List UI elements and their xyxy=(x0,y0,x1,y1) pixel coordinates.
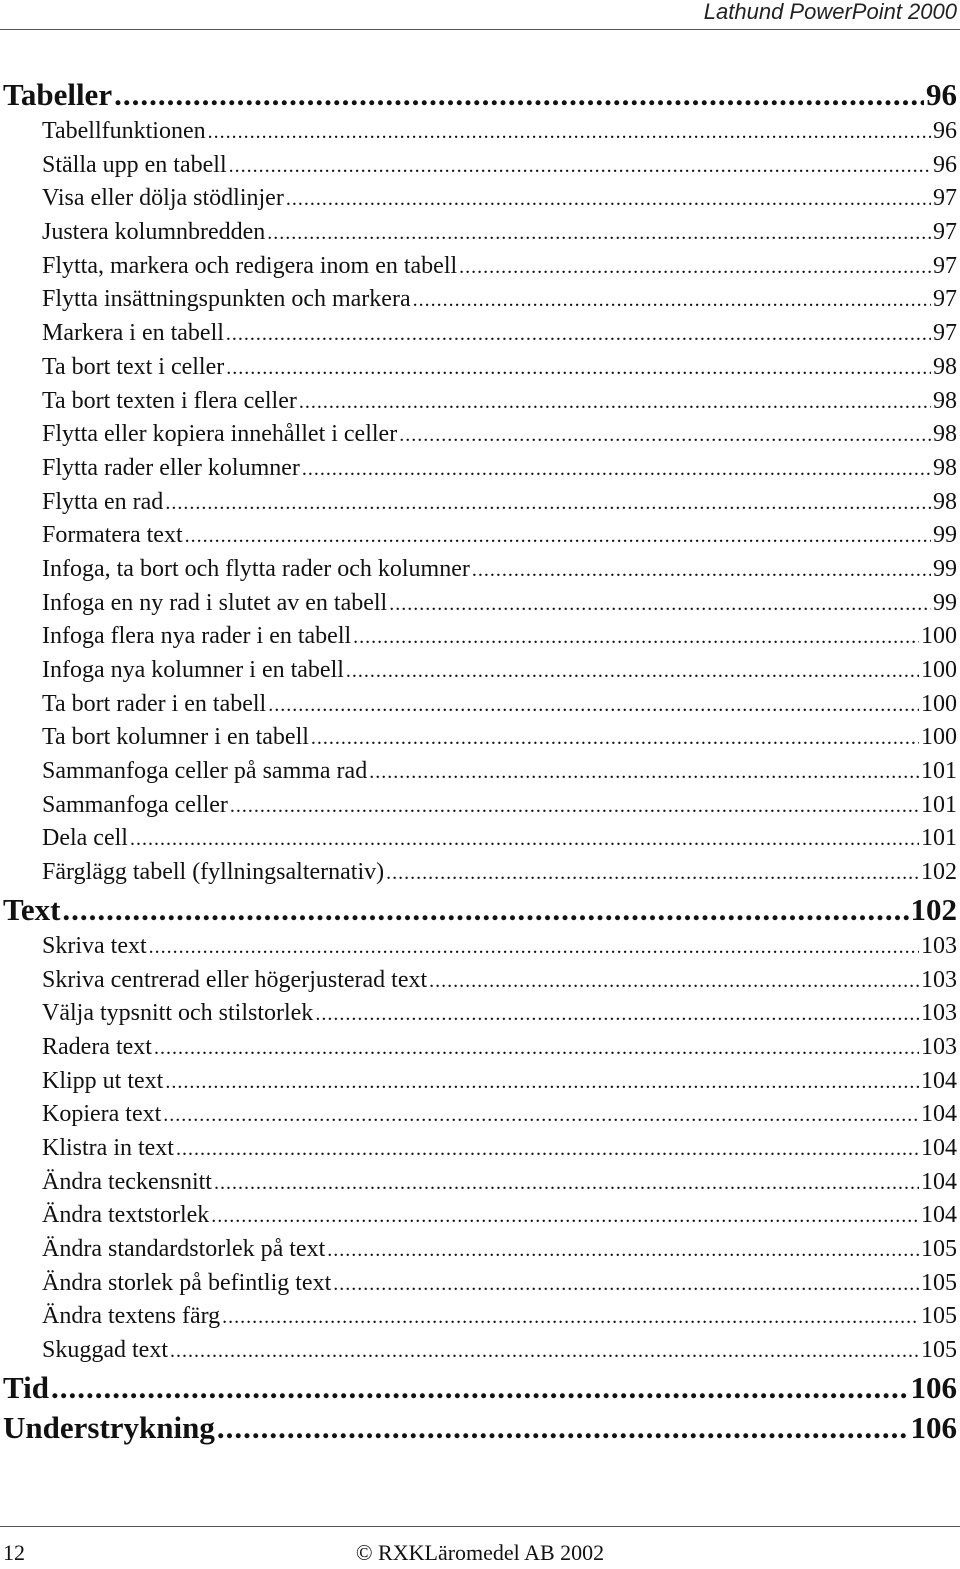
toc-entry-page: 98 xyxy=(933,387,957,414)
header-rule xyxy=(0,29,960,30)
toc-entry-page: 100 xyxy=(921,724,957,751)
toc-entry xyxy=(0,216,957,250)
toc-entry-page: 102 xyxy=(921,859,957,886)
toc-section-entry xyxy=(0,1408,957,1448)
toc-entry-label: Infoga en ny rad i slutet av en tabell xyxy=(42,589,388,616)
toc-entry-label: Välja typsnitt och stilstorlek xyxy=(42,1000,314,1027)
toc-entry-label: Radera text xyxy=(42,1033,152,1060)
toc-entry-label: Flytta insättningspunkten och markera xyxy=(42,286,411,313)
toc-entry-label: Sammanfoga celler på samma rad xyxy=(42,758,368,785)
dot-leader xyxy=(51,1368,909,1408)
toc-entry xyxy=(0,587,957,621)
toc-entry-label: Infoga flera nya rader i en tabell xyxy=(42,623,352,650)
toc-entry-page: 101 xyxy=(921,758,957,785)
toc-entry xyxy=(0,1334,957,1368)
toc-entry-label: Infoga, ta bort och flytta rader och kolumner xyxy=(42,555,470,582)
toc-entry-label: Ändra teckensnitt xyxy=(42,1168,212,1195)
toc-entry-label: Färglägg tabell (fyllningsalternativ) xyxy=(42,859,385,886)
toc-entry-page: 104 xyxy=(921,1168,957,1195)
dot-leader xyxy=(185,520,931,554)
footer-copyright: © RXKLäromedel AB 2002 xyxy=(355,1540,605,1565)
toc-entry-page: 97 xyxy=(933,185,957,212)
toc-entry-label: Text xyxy=(3,891,61,927)
toc-entry-page: 103 xyxy=(921,966,957,993)
toc-entry-page: 96 xyxy=(933,118,957,144)
dot-leader xyxy=(211,1200,919,1234)
toc-entry-label: Dela cell xyxy=(42,825,128,852)
dot-leader xyxy=(286,183,931,217)
toc-entry-page: 100 xyxy=(921,657,957,683)
toc-entry-label: Klipp ut text xyxy=(42,1067,164,1094)
dot-leader xyxy=(165,1066,919,1100)
toc-entry xyxy=(0,1233,957,1267)
toc-entry-label: Skriva text xyxy=(42,932,147,959)
toc-entry-label: Ändra textstorlek xyxy=(42,1202,210,1229)
toc-entry-label: Tid xyxy=(3,1369,49,1405)
toc-entry xyxy=(0,519,957,553)
dot-leader xyxy=(346,655,919,689)
toc-entry-label: Skriva centrerad eller högerjusterad text xyxy=(42,966,428,993)
toc-entry-label: Klistra in text xyxy=(42,1134,174,1161)
toc-entry xyxy=(0,688,957,722)
toc-entry xyxy=(0,964,957,998)
dot-leader xyxy=(302,453,931,487)
running-header-title: Lathund PowerPoint 2000 xyxy=(703,0,957,24)
toc-entry-label: Flytta, markera och redigera inom en tabell xyxy=(42,252,458,279)
toc-entry-label: Ta bort text i celler xyxy=(42,353,225,380)
toc-entry-label: Ta bort kolumner i en tabell xyxy=(42,724,309,751)
toc-entry-page: 103 xyxy=(921,1033,957,1060)
toc-entry-page: 103 xyxy=(921,1000,957,1027)
toc-entry-page: 97 xyxy=(933,286,957,313)
dot-leader xyxy=(170,1335,919,1369)
toc-entry xyxy=(0,317,957,351)
dot-leader xyxy=(399,419,931,453)
toc-entry-label: Understrykning xyxy=(3,1409,215,1445)
toc-entry-page: 96 xyxy=(933,151,957,178)
toc-entry-label: Sammanfoga celler xyxy=(42,791,228,818)
toc-entry-page: 99 xyxy=(933,555,957,582)
toc-entry-page: 98 xyxy=(933,488,957,515)
dot-leader xyxy=(267,217,931,251)
toc-entry xyxy=(0,755,957,789)
toc-entry xyxy=(0,789,957,823)
toc-entry-page: 105 xyxy=(921,1269,957,1296)
toc-entry-label: Skuggad text xyxy=(42,1337,168,1364)
toc-entry-page: 97 xyxy=(933,320,957,347)
toc-entry xyxy=(0,1098,957,1132)
toc-entry xyxy=(0,351,957,385)
toc-entry xyxy=(0,486,957,520)
dot-leader xyxy=(299,386,931,420)
toc-entry-page: 103 xyxy=(921,932,957,959)
toc-entry-label: Ta bort texten i flera celler xyxy=(42,387,297,414)
toc-entry-label: Justera kolumnbredden xyxy=(42,219,266,246)
toc-entry-page: 105 xyxy=(921,1337,957,1364)
toc-entry xyxy=(0,930,957,964)
toc-entry-page: 104 xyxy=(921,1067,957,1094)
toc-entry-page: 105 xyxy=(921,1236,957,1262)
toc-entry-page: 100 xyxy=(921,690,957,717)
toc-section-entry xyxy=(0,75,957,115)
toc-entry xyxy=(0,856,957,890)
toc-entry xyxy=(0,452,957,486)
toc-entry xyxy=(0,1199,957,1233)
toc-entry-label: Flytta rader eller kolumner xyxy=(42,454,300,481)
toc-entry xyxy=(0,250,957,284)
toc-entry-page: 101 xyxy=(921,825,957,852)
toc-entry xyxy=(0,1132,957,1166)
dot-leader xyxy=(149,931,919,965)
dot-leader xyxy=(389,588,931,622)
toc-entry xyxy=(0,149,957,183)
toc-entry xyxy=(0,1300,957,1334)
table-of-contents xyxy=(0,75,957,1448)
toc-entry-label: Ändra textens färg xyxy=(42,1303,221,1330)
dot-leader xyxy=(163,1099,919,1133)
toc-entry xyxy=(0,620,957,654)
dot-leader xyxy=(413,284,931,318)
toc-entry xyxy=(0,115,957,149)
toc-entry-page: 106 xyxy=(910,1369,957,1405)
toc-entry-page: 97 xyxy=(933,252,957,279)
footer-page-number: 12 xyxy=(3,1540,25,1565)
toc-entry-label: Formatera text xyxy=(42,522,183,549)
toc-entry-label: Infoga nya kolumner i en tabell xyxy=(42,657,344,683)
toc-entry-page: 97 xyxy=(933,219,957,246)
dot-leader xyxy=(369,756,919,790)
toc-entry xyxy=(0,1166,957,1200)
dot-leader xyxy=(222,1301,919,1335)
dot-leader xyxy=(268,689,919,723)
toc-entry-page: 105 xyxy=(921,1303,957,1330)
toc-entry xyxy=(0,1065,957,1099)
dot-leader xyxy=(217,1408,909,1448)
toc-entry-page: 101 xyxy=(921,791,957,818)
dot-leader xyxy=(165,487,931,521)
dot-leader xyxy=(229,150,931,184)
toc-entry xyxy=(0,997,957,1031)
toc-entry xyxy=(0,654,957,688)
toc-entry-page: 104 xyxy=(921,1101,957,1128)
toc-entry xyxy=(0,283,957,317)
dot-leader xyxy=(130,823,919,857)
dot-leader xyxy=(214,1167,919,1201)
dot-leader xyxy=(333,1268,919,1302)
dot-leader xyxy=(176,1133,919,1167)
toc-entry-label: Flytta en rad xyxy=(42,488,164,515)
dot-leader xyxy=(230,790,919,824)
dot-leader xyxy=(114,75,924,115)
toc-entry xyxy=(0,553,957,587)
dot-leader xyxy=(208,116,931,150)
toc-entry xyxy=(0,1031,957,1065)
dot-leader xyxy=(62,890,908,930)
toc-entry-page: 106 xyxy=(910,1409,957,1445)
dot-leader xyxy=(353,621,919,655)
dot-leader xyxy=(226,352,931,386)
toc-entry-label: Ändra standardstorlek på text xyxy=(42,1236,326,1262)
toc-entry-label: Markera i en tabell xyxy=(42,320,224,347)
toc-entry-page: 104 xyxy=(921,1202,957,1229)
footer-rule xyxy=(0,1526,960,1527)
toc-entry-label: Flytta eller kopiera innehållet i celler xyxy=(42,421,398,448)
dot-leader xyxy=(311,722,919,756)
dot-leader xyxy=(459,251,931,285)
toc-entry-page: 98 xyxy=(933,454,957,481)
toc-entry-label: Visa eller dölja stödlinjer xyxy=(42,185,284,212)
dot-leader xyxy=(472,554,931,588)
toc-entry-page: 100 xyxy=(921,623,957,650)
toc-entry-label: Ställa upp en tabell xyxy=(42,151,227,178)
toc-entry-label: Ändra storlek på befintlig text xyxy=(42,1269,332,1296)
toc-entry-label: Ta bort rader i en tabell xyxy=(42,690,267,717)
dot-leader xyxy=(386,857,919,891)
toc-entry-page: 104 xyxy=(921,1134,957,1161)
toc-entry xyxy=(0,1267,957,1301)
toc-entry-page: 98 xyxy=(933,421,957,448)
dot-leader xyxy=(226,318,931,352)
toc-section-entry xyxy=(0,890,957,930)
dot-leader xyxy=(154,1032,919,1066)
toc-entry-label: Kopiera text xyxy=(42,1101,162,1128)
toc-entry xyxy=(0,418,957,452)
toc-entry-page: 96 xyxy=(926,77,957,112)
toc-entry-label: Tabeller xyxy=(3,77,113,112)
toc-entry xyxy=(0,721,957,755)
toc-entry xyxy=(0,182,957,216)
toc-entry-page: 99 xyxy=(933,589,957,616)
toc-entry xyxy=(0,385,957,419)
dot-leader xyxy=(327,1234,919,1268)
toc-entry-page: 102 xyxy=(910,891,957,927)
toc-entry-page: 99 xyxy=(933,522,957,549)
toc-entry-page: 98 xyxy=(933,353,957,380)
dot-leader xyxy=(429,965,919,999)
toc-entry xyxy=(0,822,957,856)
toc-entry-label: Tabellfunktionen xyxy=(42,118,206,144)
toc-section-entry xyxy=(0,1368,957,1408)
dot-leader xyxy=(315,998,919,1032)
